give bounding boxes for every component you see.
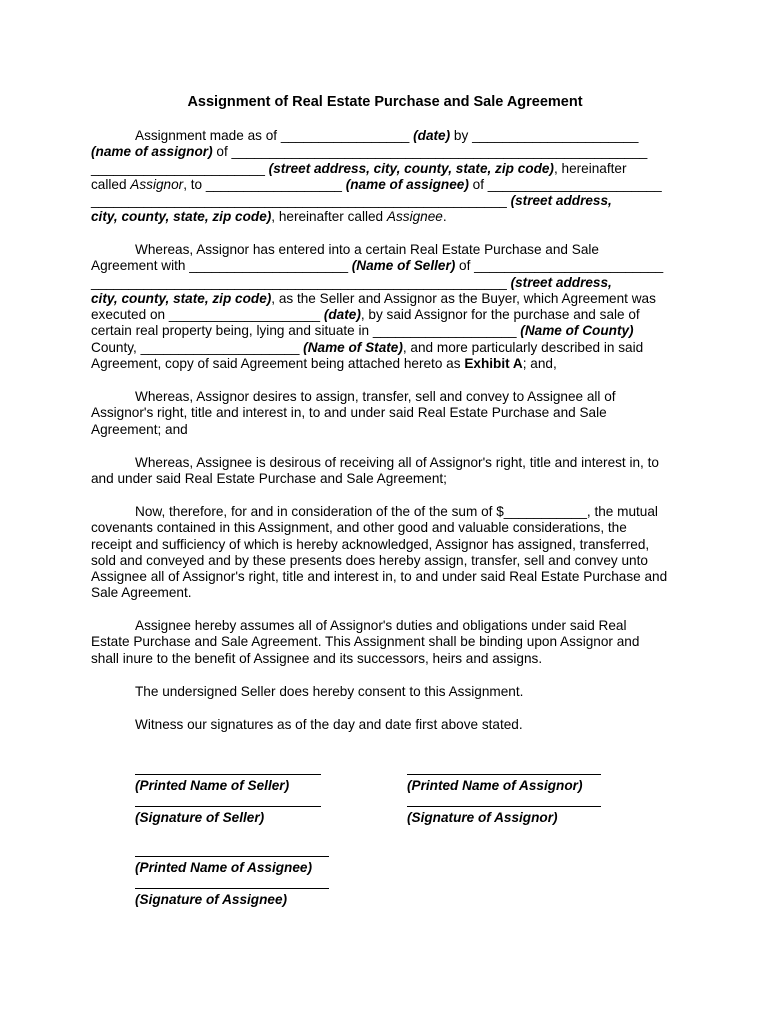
signature-line[interactable] [135, 774, 321, 775]
signature-block-printed-seller [135, 774, 321, 793]
document-title: Assignment of Real Estate Purchase and Sale Agreement [187, 94, 583, 110]
paragraph-assignment-made: Assignment made as of _________________ (date) by ______________________ (name of assignor) of _______________________________________________________ _______________________ (street address, city, county, state, zip code), hereinafter called Assignor, to __________________ (name of assignee) of _______________________ _______________________________________________________ (street address, city, county, state, zip code), hereinafter called Assignee. [91, 128, 662, 225]
signature-block-seller [135, 806, 321, 825]
paragraph-whereas-desires: Whereas, Assignor desires to assign, transfer, sell and convey to Assignee all of Assignor's right, title and interest in, to and under said Real Estate Purchase and Sale Agreement; and [91, 389, 616, 437]
signature-label: (Printed Name of Assignor) [407, 778, 583, 793]
signature-line[interactable] [407, 774, 601, 775]
signature-line[interactable] [135, 888, 329, 889]
signature-line[interactable] [407, 806, 601, 807]
paragraph-whereas-agreement: Whereas, Assignor has entered into a certain Real Estate Purchase and Sale Agreement with _____________________ (Name of Seller) of _________________________ _______________________________________________________ (street address, city, county, state, zip code), as the Seller and Assignor as the Buyer, which Agreement was executed on ____________________ (date), by said Assignor for the purchase and sale of certain real property being, lying and situate in ___________________ (Name of County) County, _____________________ (Name of State), and more particularly described in said Agreement, copy of said Agreement being attached hereto as Exhibit A; and, [91, 242, 664, 372]
paragraph-witness: Witness our signatures as of the day and date first above stated. [91, 717, 523, 732]
signature-label: (Printed Name of Assignee) [135, 860, 313, 875]
signature-block-printed-assignor [407, 774, 601, 793]
signature-label: (Printed Name of Seller) [135, 778, 290, 793]
signature-line[interactable] [135, 806, 321, 807]
signature-line[interactable] [135, 856, 329, 857]
signature-block-assignee [135, 888, 329, 907]
signature-block-printed-assignee [135, 856, 329, 875]
signature-label: (Signature of Assignor) [407, 810, 558, 825]
paragraph-seller-consent: The undersigned Seller does hereby consent to this Assignment. [91, 684, 524, 699]
paragraph-whereas-receiving: Whereas, Assignee is desirous of receiving all of Assignor's right, title and interest in, to and under said Real Estate Purchase and Sale Agreement; [91, 455, 659, 487]
signature-label: (Signature of Seller) [135, 810, 265, 825]
paragraph-now-therefore: Now, therefore, for and in consideration of the of the sum of $___________, the mutual covenants contained in this Assignment, and other good and valuable considerations, the receipt and sufficiency of which is hereby acknowledged, Assignor has assigned, transferred, sold and conveyed and by these presents does hereby assign, transfer, sell and convey unto Assignee all of Assignor's right, title and interest in, to and under said Real Estate Purchase and Sale Agreement. [91, 504, 668, 601]
signature-block-assignor [407, 806, 601, 825]
paragraph-assignee-assumes: Assignee hereby assumes all of Assignor's duties and obligations under said Real Estate Purchase and Sale Agreement. This Assignment shall be binding upon Assignor and shall inure to the benefit of Assignee and its successors, heirs and assigns. [91, 618, 640, 666]
signature-label: (Signature of Assignee) [135, 892, 288, 907]
